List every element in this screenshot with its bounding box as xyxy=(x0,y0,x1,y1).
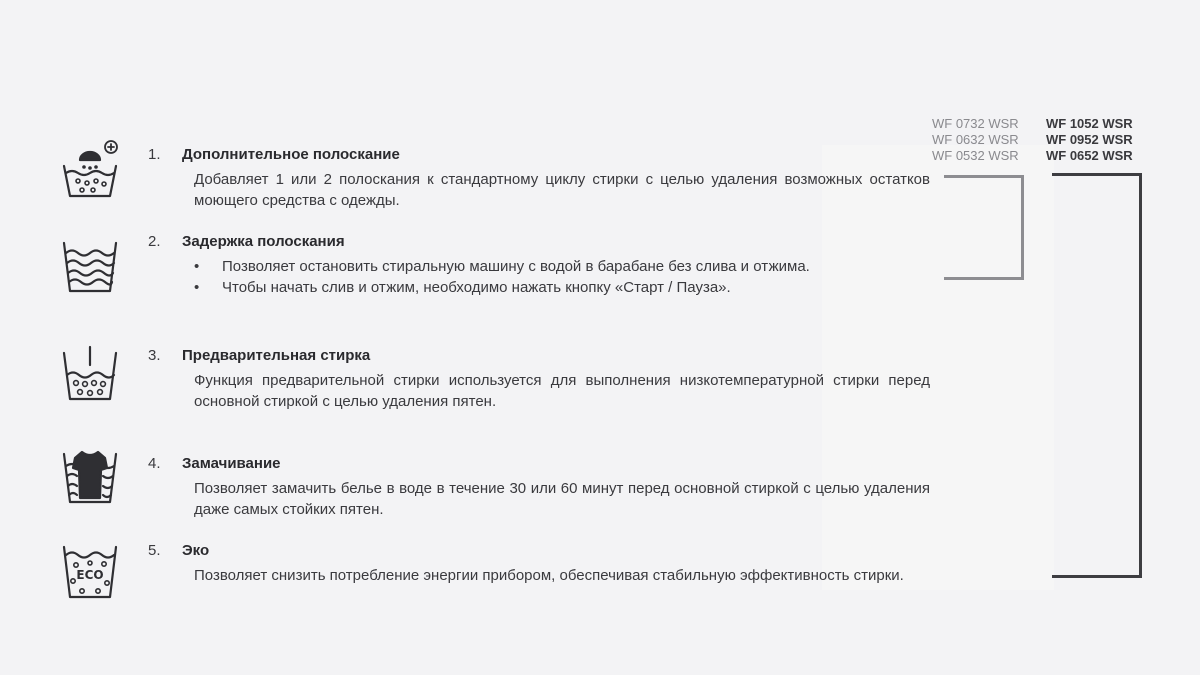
feature-title: Предварительная стирка xyxy=(182,347,371,364)
feature-number: 3. xyxy=(148,347,161,364)
model-label: WF 0732 WSR xyxy=(932,116,1019,131)
eco-icon-label: ECO xyxy=(76,568,104,582)
bracket-light-models xyxy=(944,175,1024,280)
extra-rinse-icon xyxy=(60,140,122,202)
prewash-icon xyxy=(60,343,122,405)
feature-bullet-list xyxy=(194,256,810,298)
model-label: WF 0632 WSR xyxy=(932,132,1019,147)
soak-icon xyxy=(60,446,122,508)
model-list-light xyxy=(932,116,1019,164)
bracket-dark-models xyxy=(1052,173,1142,578)
feature-title: Задержка полоскания xyxy=(182,233,345,250)
feature-title: Дополнительное полоскание xyxy=(182,146,400,163)
feature-number: 4. xyxy=(148,455,161,472)
feature-description: Позволяет снизить потребление энергии прибором, обеспечивая стабильную эффективность стирки. xyxy=(194,567,904,584)
feature-number: 1. xyxy=(148,146,161,163)
feature-number: 5. xyxy=(148,542,161,559)
eco-icon xyxy=(60,541,122,603)
model-label: WF 0652 WSR xyxy=(1046,148,1133,163)
feature-description: Добавляет 1 или 2 полоскания к стандартному циклу стирки с целью удаления возможных остатков моющего средства с одежды. xyxy=(194,171,930,209)
feature-number: 2. xyxy=(148,233,161,250)
model-label: WF 1052 WSR xyxy=(1046,116,1133,131)
model-list-dark xyxy=(1046,116,1133,164)
feature-description: Функция предварительной стирки используется для выполнения низкотемпературной стирки перед основной стиркой с целью удаления пятен. xyxy=(194,372,930,410)
feature-title: Эко xyxy=(182,542,210,559)
feature-title: Замачивание xyxy=(182,455,281,472)
model-label: WF 0532 WSR xyxy=(932,148,1019,163)
bullet-item: • Чтобы начать слив и отжим, необходимо нажать кнопку «Старт / Пауза». xyxy=(194,277,810,298)
rinse-hold-icon xyxy=(60,235,122,297)
bullet-item: • Позволяет остановить стиральную машину с водой в барабане без слива и отжима. xyxy=(194,256,810,277)
feature-description: Позволяет замачить белье в воде в течение 30 или 60 минут перед основной стиркой с целью удаления даже самых стойких пятен. xyxy=(194,480,930,518)
model-label: WF 0952 WSR xyxy=(1046,132,1133,147)
